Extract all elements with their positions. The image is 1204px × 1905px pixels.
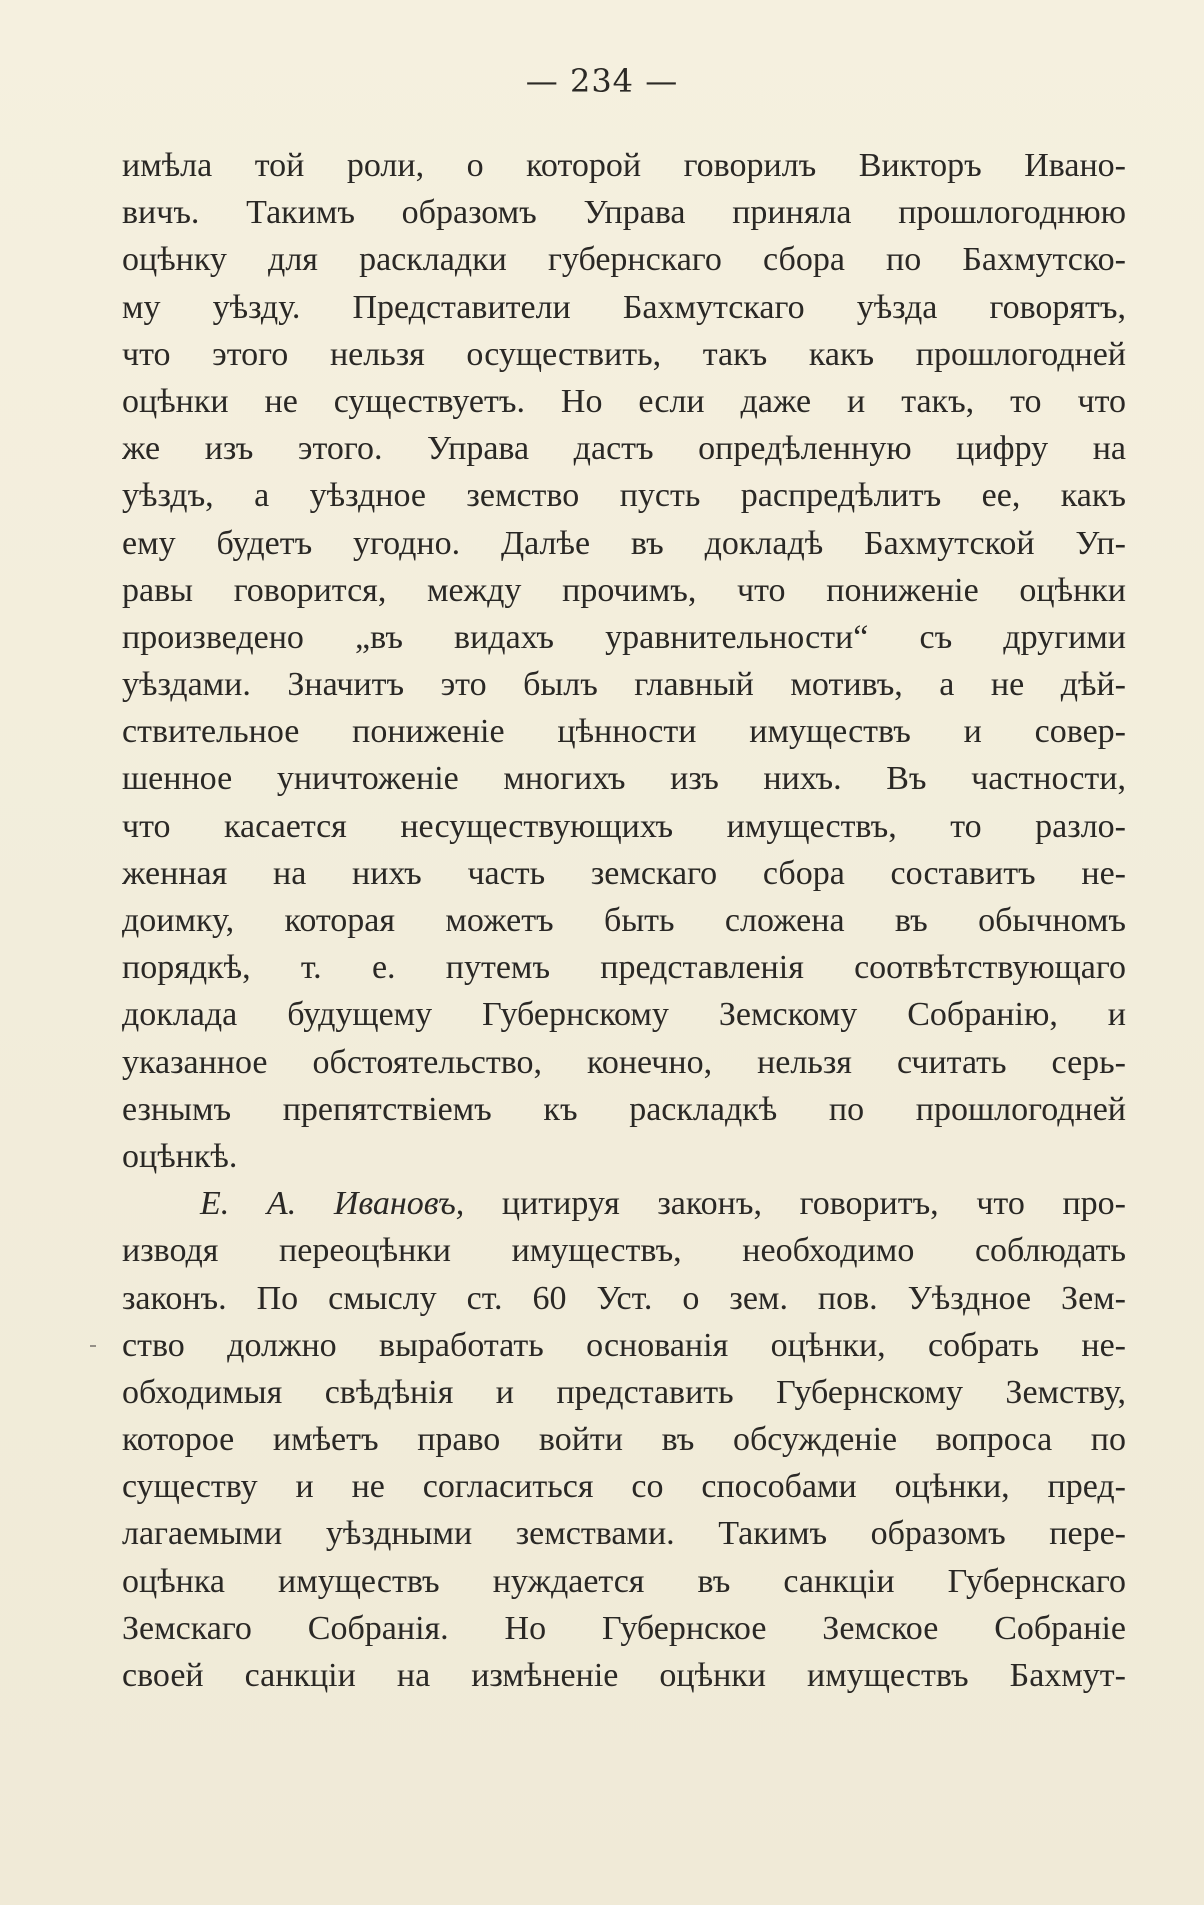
text-line: же изъ этого. Управа дастъ опредѣленную цифру на	[122, 430, 1126, 468]
text-line: му уѣзду. Представители Бахмутскаго уѣзда говорятъ,	[122, 288, 1126, 326]
text-line: оцѣнку для раскладки губернскаго сбора по Бахмутско-	[122, 241, 1126, 279]
speaker-line-text: цитируя законъ, говоритъ, что про-	[464, 1185, 1126, 1223]
text-line: своей санкціи на измѣненіе оцѣнки имуществъ Бахмут-	[122, 1657, 1126, 1694]
text-line: оцѣнкѣ.	[122, 1137, 238, 1175]
text-line: имѣла той роли, о которой говорилъ Викторъ Ивано-	[122, 147, 1126, 184]
margin-mark	[90, 1345, 96, 1347]
text-line: уѣздъ, а уѣздное земство пусть распредѣлитъ ее, какъ	[122, 477, 1126, 515]
text-line: существу и не согласиться со способами оцѣнки, пред-	[122, 1468, 1126, 1506]
text-line: вичъ. Такимъ образомъ Управа приняла прошлогоднюю	[122, 194, 1126, 232]
text-line: оцѣнки не существуетъ. Но если даже и такъ, то что	[122, 382, 1126, 420]
text-line: ство должно выработать основанія оцѣнки, собрать не-	[122, 1326, 1126, 1364]
speaker-name: Е. А. Ивановъ,	[200, 1185, 465, 1223]
text-line-speaker	[122, 1180, 1126, 1227]
text-line: ствительное пониженіе цѣнности имуществъ и совер-	[122, 713, 1126, 751]
text-line: законъ. По смыслу ст. 60 Уст. о зем. пов. Уѣздное Зем-	[122, 1279, 1126, 1317]
text-line: произведено „въ видахъ уравнительности“ съ другими	[122, 618, 1126, 656]
text-line: шенное уничтоженіе многихъ изъ нихъ. Въ частности,	[122, 760, 1126, 798]
text-line: обходимыя свѣдѣнія и представить Губернскому Земству,	[122, 1373, 1126, 1411]
text-line: езнымъ препятствіемъ къ раскладкѣ по прошлогодней	[122, 1090, 1126, 1128]
text-line: оцѣнка имуществъ нуждается въ санкціи Губернскаго	[122, 1562, 1126, 1600]
text-line: лагаемыми уѣздными земствами. Такимъ образомъ пере-	[122, 1515, 1126, 1553]
page-number: — 234 —	[525, 62, 679, 100]
text-line: уѣздами. Значитъ это былъ главный мотивъ, а не дѣй-	[122, 666, 1126, 704]
text-line: ему будетъ угодно. Далѣе въ докладѣ Бахмутской Уп-	[122, 524, 1126, 562]
text-line: указанное обстоятельство, конечно, нельзя считать серь-	[122, 1043, 1126, 1081]
text-line: доклада будущему Губернскому Земскому Собранію, и	[122, 996, 1126, 1034]
text-line: женная на нихъ часть земскаго сбора составитъ не-	[122, 854, 1126, 892]
body-text	[122, 142, 1126, 1699]
text-line: Земскаго Собранія. Но Губернское Земское Собраніе	[122, 1609, 1126, 1647]
text-line: которое имѣетъ право войти въ обсужденіе вопроса по	[122, 1421, 1126, 1459]
text-line: изводя переоцѣнки имуществъ, необходимо соблюдать	[122, 1232, 1126, 1270]
text-line: порядкѣ, т. е. путемъ представленія соотвѣтствующаго	[122, 949, 1126, 987]
text-line: доимку, которая можетъ быть сложена въ обычномъ	[122, 902, 1126, 939]
text-line: что этого нельзя осуществить, такъ какъ прошлогодней	[122, 335, 1126, 373]
text-line: равы говорится, между прочимъ, что пониженіе оцѣнки	[122, 571, 1126, 609]
text-line: что касается несуществующихъ имуществъ, то разло-	[122, 807, 1126, 845]
